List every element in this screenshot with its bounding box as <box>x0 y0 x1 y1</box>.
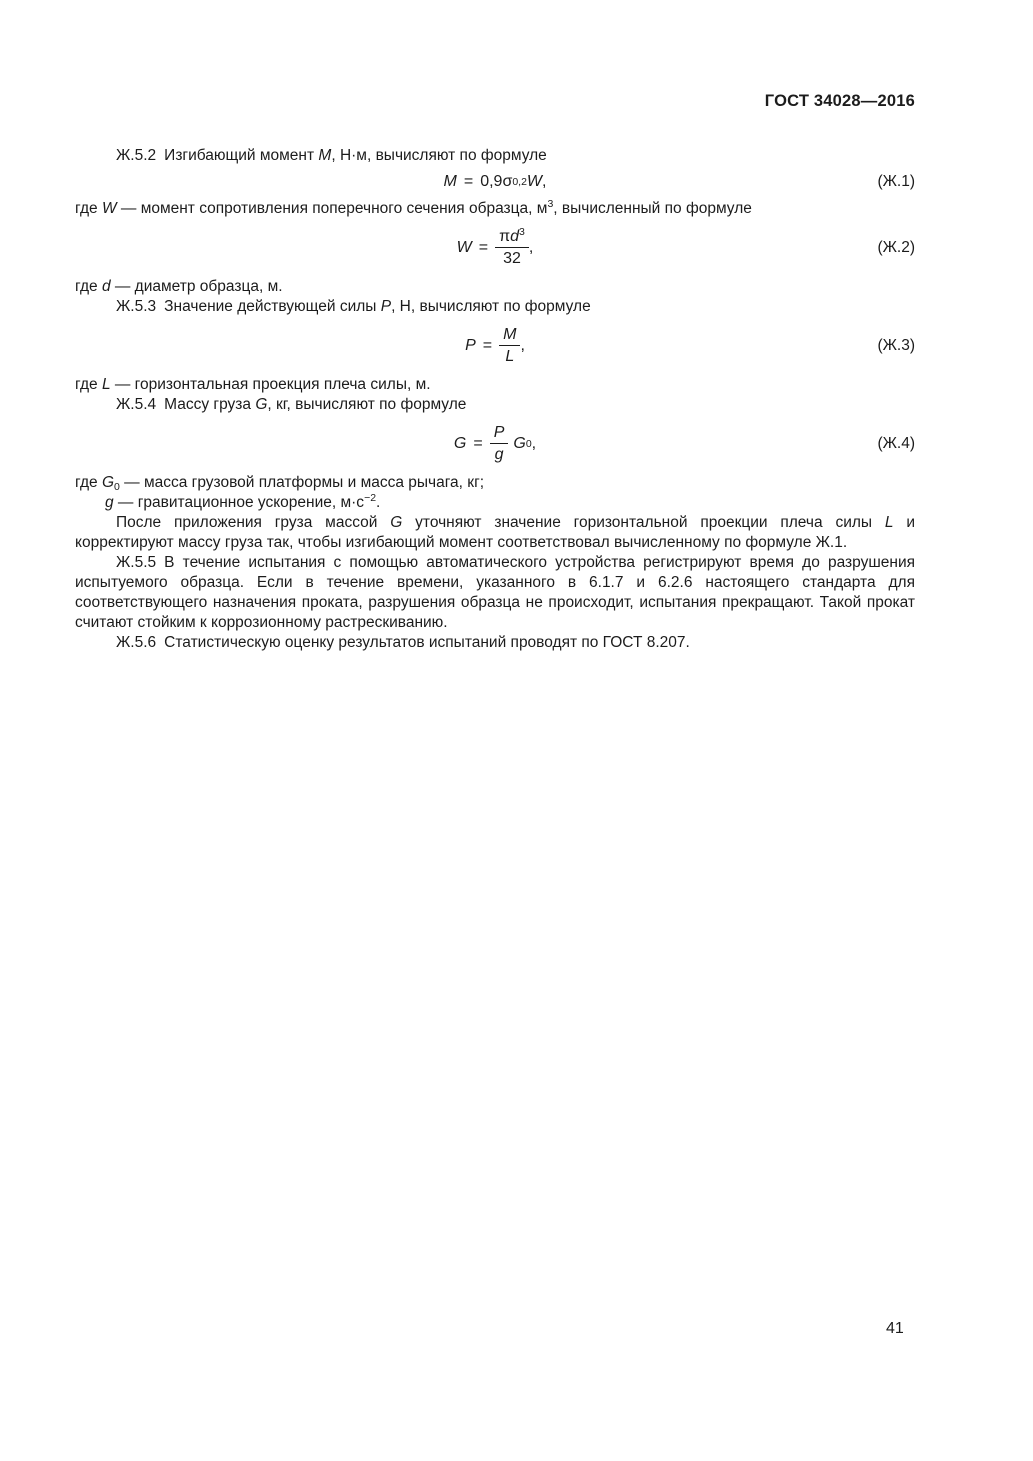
variable: G <box>513 434 526 452</box>
variable: W <box>101 200 117 217</box>
clause-label: Ж.5.4 <box>116 396 157 413</box>
variable: G <box>255 396 268 413</box>
equals-sign: = <box>482 336 493 354</box>
clause-zh54-paragraph <box>75 395 915 415</box>
text-segment: — масса грузовой платформы и масса рычага, кг; <box>119 474 485 491</box>
variable: W <box>526 173 543 190</box>
variable: g <box>105 494 114 511</box>
punctuation: , <box>528 238 534 256</box>
text-segment: Статистическую оценку результатов испытаний проводят по ГОСТ 8.207. <box>164 634 690 651</box>
equals-sign: = <box>463 173 474 190</box>
equals-sign: = <box>473 434 483 452</box>
variable: M <box>443 173 457 190</box>
clause-label: Ж.5.2 <box>116 147 157 164</box>
formula-zh1-row <box>75 172 915 192</box>
page-number: 41 <box>886 1320 904 1337</box>
pi-symbol: π <box>499 228 511 245</box>
superscript: −2 <box>364 492 377 504</box>
definition-w-paragraph <box>75 199 915 219</box>
fraction-numerator: M <box>499 325 520 346</box>
punctuation: , <box>542 173 547 190</box>
formula-zh4-row <box>75 423 915 464</box>
standard-number-header: ГОСТ 34028—2016 <box>764 92 915 110</box>
definition-d-paragraph <box>75 277 915 297</box>
clause-label: Ж.5.5 <box>116 554 157 571</box>
text-segment: , Н, вычисляют по формуле <box>391 298 591 315</box>
clause-zh52-paragraph <box>75 146 915 166</box>
clause-zh56-paragraph <box>75 633 915 653</box>
text-segment: , вычисленный по формуле <box>553 200 752 217</box>
formula-zh2-expression <box>457 227 534 268</box>
fraction <box>490 423 509 464</box>
text-segment: где <box>75 278 102 295</box>
text-segment: — гравитационное ускорение, м·с <box>113 494 365 511</box>
variable: L <box>101 376 111 393</box>
subscript: 0 <box>114 481 120 493</box>
definition-g-paragraph <box>75 493 915 513</box>
clause-zh55-paragraph <box>75 553 915 633</box>
coefficient: 0,9 <box>480 173 503 190</box>
text-segment: Значение действующей силы <box>164 298 381 315</box>
variable: G <box>390 514 403 531</box>
text-segment: где <box>75 474 102 491</box>
formula-zh3-number: (Ж.3) <box>877 336 915 354</box>
formula-zh2-number: (Ж.2) <box>877 238 915 256</box>
variable: L <box>884 514 894 531</box>
formula-zh3-row <box>75 325 915 366</box>
variable: G <box>101 474 114 491</box>
formula-zh4-number: (Ж.4) <box>877 434 915 452</box>
text-segment: , кг, вычисляют по формуле <box>267 396 467 413</box>
text-segment: . <box>376 494 381 511</box>
text-segment: Массу груза <box>164 396 256 413</box>
variable: W <box>456 238 472 256</box>
text-segment: где <box>75 376 102 393</box>
formula-zh1-expression: M = 0,9 σ 0,2 W , <box>443 173 547 190</box>
fraction <box>495 227 529 268</box>
text-segment: Изгибающий момент <box>164 147 319 164</box>
text-segment: В течение испытания с помощью автоматического устройства регистрируют время до разрушения испытуемого образца. Если в течение времени, указанного в 6.1.7 и 6.2.6 настоящего стандарта для соответствующего назначения проката, разрушения образца не происходит, испытания прекращают. Такой прокат считают стойким к коррозионному растрескиванию. <box>75 554 915 631</box>
clause-label: Ж.5.6 <box>116 634 157 651</box>
text-segment: и корректируют массу груза так, чтобы изгибающий момент соответствовал вычисленному по формуле Ж.1. <box>75 514 915 551</box>
text-segment: — момент сопротивления поперечного сечения образца, м <box>116 200 548 217</box>
variable: M <box>318 147 332 164</box>
adjustment-paragraph <box>75 513 915 553</box>
formula-zh1-number: (Ж.1) <box>877 173 915 190</box>
fraction-denominator: g <box>494 446 504 463</box>
fraction-numerator <box>495 227 529 248</box>
text-segment: После приложения груза массой <box>116 514 391 531</box>
document-content <box>75 146 915 653</box>
text-segment: где <box>75 200 102 217</box>
definition-l-paragraph <box>75 375 915 395</box>
formula-zh2-row <box>75 227 915 268</box>
fraction <box>499 325 520 366</box>
equals-sign: = <box>478 238 489 256</box>
clause-zh53-paragraph <box>75 297 915 317</box>
formula-zh4-expression: G = $\frac{P}{g}$ G 0 , <box>453 424 537 463</box>
variable: P <box>380 298 392 315</box>
text-segment: — диаметр образца, м. <box>110 278 283 295</box>
text-segment: — горизонтальная проекция плеча силы, м. <box>110 376 431 393</box>
definition-g0-paragraph <box>75 473 915 493</box>
fraction-denominator: 32 <box>503 250 521 267</box>
superscript: 3 <box>519 226 525 238</box>
text-segment: уточняют значение горизонтальной проекции плеча силы <box>402 514 885 531</box>
variable: d <box>101 278 111 295</box>
fraction-denominator: L <box>505 348 515 365</box>
formula-zh3-expression <box>465 325 525 366</box>
clause-label: Ж.5.3 <box>116 298 157 315</box>
superscript: 3 <box>547 198 554 210</box>
variable: G <box>453 434 467 452</box>
variable: P <box>465 336 476 354</box>
text-segment: , Н·м, вычисляют по формуле <box>331 147 547 164</box>
sigma-symbol: σ <box>502 173 513 190</box>
punctuation: , <box>531 434 537 452</box>
variable: d <box>510 228 520 245</box>
punctuation: , <box>520 336 525 354</box>
fraction-numerator: P <box>490 423 509 444</box>
